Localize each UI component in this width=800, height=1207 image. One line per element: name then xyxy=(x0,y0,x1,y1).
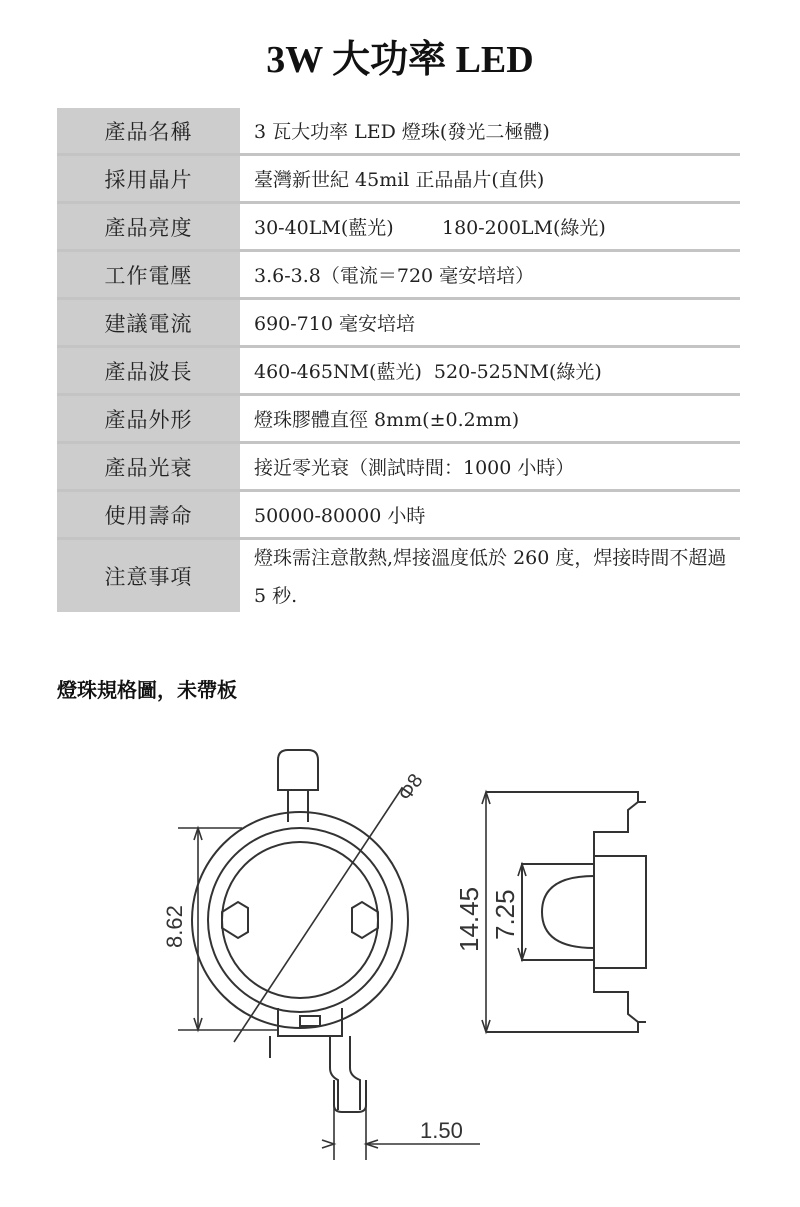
spec-value: 3 瓦大功率 LED 燈珠(發光二極體) xyxy=(242,108,740,153)
spec-label: 產品波長 xyxy=(57,348,240,393)
spec-row-wavelength xyxy=(57,348,740,396)
drawing-subtitle: 燈珠規格圖，未帶板 xyxy=(57,678,237,702)
inner-ring xyxy=(208,828,392,1012)
spec-table xyxy=(57,108,740,612)
spec-row-product-name xyxy=(57,108,740,156)
spec-label: 產品亮度 xyxy=(57,204,240,249)
spec-value: 30-40LM(藍光) 180-200LM(綠光) xyxy=(242,204,740,249)
led-dimension-drawing xyxy=(150,740,670,1180)
spec-value: 460-465NM(藍光) 520-525NM(綠光) xyxy=(242,348,740,393)
spec-value: 燈珠膠體直徑 8mm(±0.2mm) xyxy=(242,396,740,441)
spec-label: 使用壽命 xyxy=(57,492,240,537)
page-title: 3W 大功率 LED xyxy=(266,39,534,81)
outer-body xyxy=(192,812,408,1028)
spec-row-current xyxy=(57,300,740,348)
spec-label: 工作電壓 xyxy=(57,252,240,297)
diameter-line xyxy=(234,788,402,1042)
spec-label: 注意事項 xyxy=(57,540,240,612)
spec-row-voltage xyxy=(57,252,740,300)
dim-lens-length-label: 7.25 xyxy=(490,889,520,940)
spec-row-shape xyxy=(57,396,740,444)
bottom-lead xyxy=(270,1008,366,1112)
spec-row-lifespan xyxy=(57,492,740,540)
spec-row-decay xyxy=(57,444,740,492)
spec-value: 3.6-3.8（電流＝720 毫安培培） xyxy=(242,252,740,297)
spec-row-chip xyxy=(57,156,740,204)
dim-diameter-label: Φ8 xyxy=(394,770,428,805)
dim-total-length-label: 14.45 xyxy=(454,886,484,952)
spec-value: 燈珠需注意散熱,焊接溫度低於 260 度，焊接時間不超過 5 秒. xyxy=(242,540,740,612)
spec-label: 產品光衰 xyxy=(57,444,240,489)
left-tab xyxy=(222,902,248,938)
spec-label: 產品名稱 xyxy=(57,108,240,153)
spec-value: 臺灣新世紀 45mil 正品晶片(直供) xyxy=(242,156,740,201)
spec-row-notes xyxy=(57,540,740,612)
spec-label: 採用晶片 xyxy=(57,156,240,201)
dim-height-label: 8.62 xyxy=(162,905,187,948)
dim-lead-width-label: 1.50 xyxy=(420,1118,463,1143)
right-tab xyxy=(352,902,378,938)
spec-value: 接近零光衰（測試時間：1000 小時） xyxy=(242,444,740,489)
lens-outline xyxy=(222,842,378,998)
spec-label: 建議電流 xyxy=(57,300,240,345)
spec-row-brightness xyxy=(57,204,740,252)
spec-value: 50000-80000 小時 xyxy=(242,492,740,537)
spec-value: 690-710 毫安培培 xyxy=(242,300,740,345)
spec-label: 產品外形 xyxy=(57,396,240,441)
